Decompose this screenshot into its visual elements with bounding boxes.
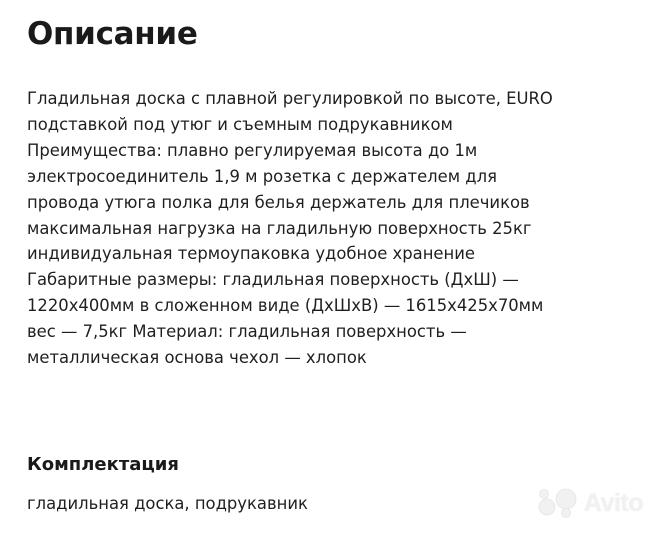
kit-text: гладильная доска, подрукавник <box>27 494 308 513</box>
section-title: Описание <box>27 16 198 52</box>
description-line: индивидуальная термоупаковка удобное хранение <box>27 244 475 264</box>
description-line: максимальная нагрузка на гладильную поверхность 25кг <box>27 218 532 238</box>
watermark-text: Avito <box>583 488 643 517</box>
description-line: вес — 7,5кг Материал: гладильная поверхность — <box>27 322 467 342</box>
description-text <box>27 86 647 371</box>
description-line: Гладильная доска с плавной регулировкой по высоте, EURO <box>27 89 553 108</box>
description-line: Габаритные размеры: гладильная поверхность (ДхШ) — <box>27 270 519 290</box>
description-line: 1220х400мм в сложенном виде (ДхШхВ) — 1615х425х70мм <box>27 296 544 316</box>
avito-watermark <box>536 488 643 518</box>
description-line: металлическая основа чехол — хлопок <box>27 348 367 368</box>
description-line: подставкой под утюг и съемным подрукавником <box>27 114 453 134</box>
description-line: электросоединитель 1,9 м розетка с держателем для <box>27 166 497 186</box>
kit-title: Комплектация <box>27 454 179 475</box>
description-line: Преимущества: плавно регулируемая высота до 1м <box>27 140 478 160</box>
avito-logo-icon <box>536 488 580 518</box>
description-line: провода утюга полка для белья держатель для плечиков <box>27 192 530 212</box>
